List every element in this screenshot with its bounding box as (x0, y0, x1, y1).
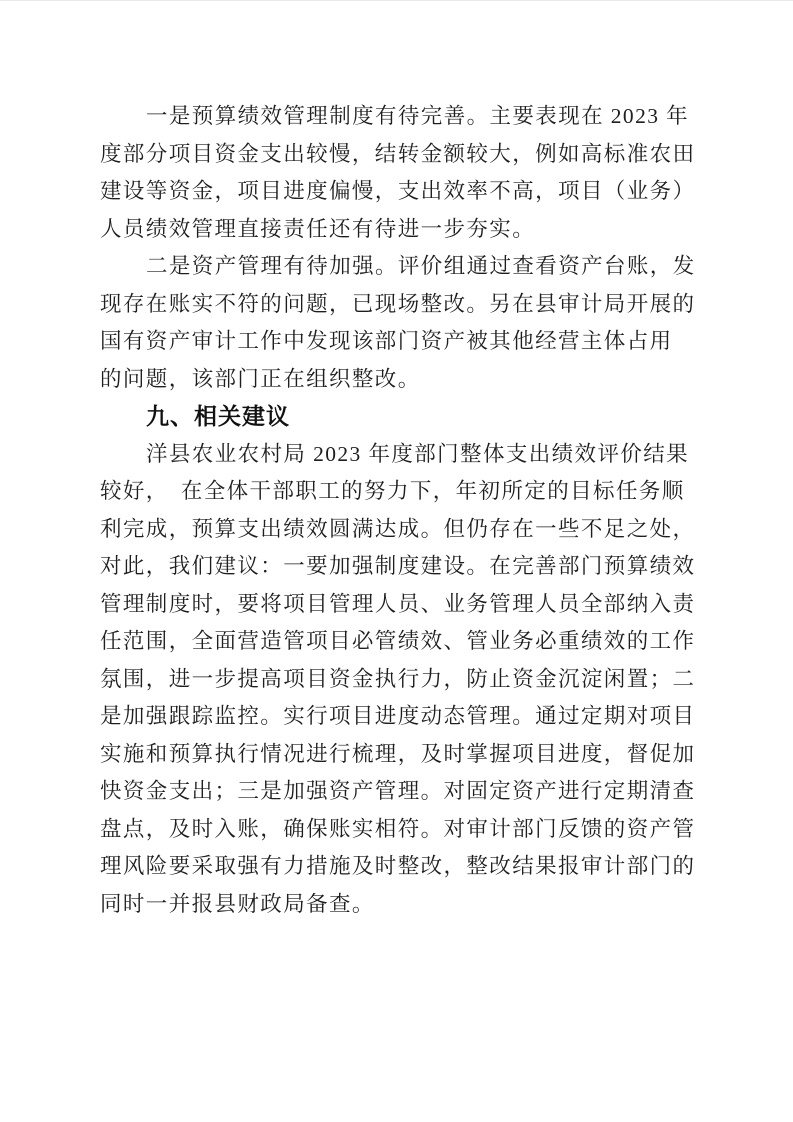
text-line: 盘点，及时入账，确保账实相符。对审计部门反馈的资产管 (100, 816, 696, 841)
text-line: 同时一并报县财政局备查。 (100, 891, 375, 916)
text-line: 理风险要采取强有力措施及时整改，整改结果报审计部门的 (100, 854, 696, 878)
paragraph-budget-performance-issue (100, 98, 700, 248)
text-line: 一是预算绩效管理制度有待完善。主要表现在 2023 年 (146, 104, 690, 128)
text-line: 对此，我们建议：一要加强制度建设。在完善部门预算绩效 (100, 554, 696, 578)
text-line: 二是资产管理有待加强。评价组通过查看资产台账，发 (146, 254, 696, 278)
paragraph-asset-management-issue (100, 248, 700, 398)
text-line: 人员绩效管理直接责任还有待进一步夯实。 (100, 216, 536, 241)
section-heading-recommendations: 九、相关建议 (146, 403, 290, 429)
text-line: 洋县农业农村局 2023 年度部门整体支出绩效评价结果 (146, 441, 690, 466)
text-line: 是加强跟踪监控。实行项目进度动态管理。通过定期对项目 (100, 704, 696, 728)
text-line: 任范围，全面营造管项目必管绩效、管业务必重绩效的工作 (100, 629, 696, 653)
text-line: 度部分项目资金支出较慢，结转金额较大，例如高标准农田 (100, 141, 696, 166)
paragraph-recommendations (100, 436, 700, 924)
text-line: 氛围，进一步提高项目资金执行力，防止资金沉淀闲置；二 (100, 666, 696, 691)
text-line: 较好， 在全体干部职工的努力下，年初所定的目标任务顺 (100, 479, 685, 503)
text-line: 快资金支出；三是加强资产管理。对固定资产进行定期清查 (100, 779, 696, 803)
text-line: 的问题，该部门正在组织整改。 (100, 366, 421, 391)
text-line: 实施和预算执行情况进行梳理，及时掌握项目进度，督促加 (100, 741, 696, 766)
text-line: 建设等资金，项目进度偏慢，支出效率不高，项目（业务） (100, 179, 696, 203)
document-body (100, 98, 700, 923)
text-line: 管理制度时，要将项目管理人员、业务管理人员全部纳入责 (100, 591, 696, 616)
text-line: 现存在账实不符的问题，已现场整改。另在县审计局开展的 (100, 291, 696, 316)
text-line: 国有资产审计工作中发现该部门资产被其他经营主体占用 (100, 329, 673, 353)
text-line: 利完成，预算支出绩效圆满达成。但仍存在一些不足之处， (100, 516, 696, 541)
